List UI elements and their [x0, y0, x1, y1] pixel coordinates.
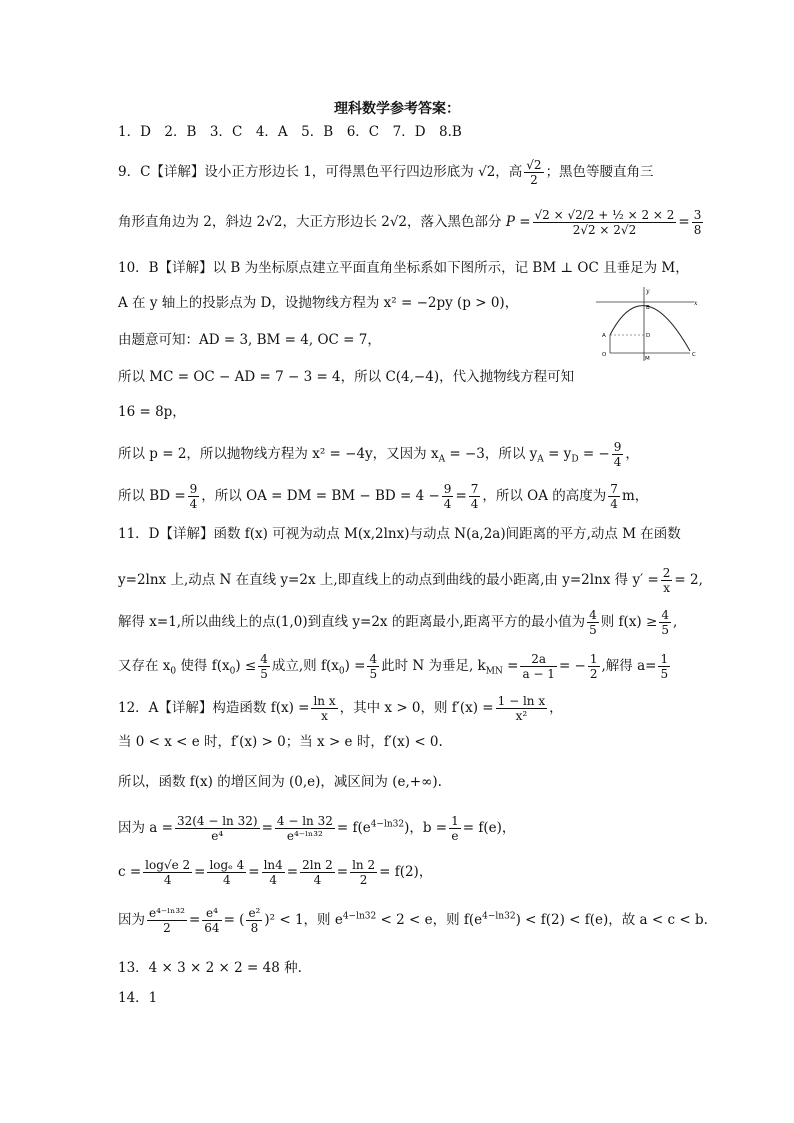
q9-text-2a: 角形直角边为 2，斜边 2√2，大正方形边长 2√2，落入黑色部分: [118, 214, 502, 230]
q10-text-6a: 所以 p = 2，所以抛物线方程为 x² = −4y，又因为 x: [118, 446, 439, 462]
q10-line-3: 由题意可知：AD = 3, BM = 4, OC = 7，: [118, 332, 381, 348]
q12-frac-lnx: [311, 694, 337, 723]
frac-num: 7: [610, 482, 618, 496]
q11-frac-2a: [520, 652, 556, 681]
q10-text-7d: ，所以 OA 的高度为: [482, 488, 607, 504]
q12-text-5e: =: [336, 864, 349, 880]
q11-frac-4-5c: [258, 652, 270, 681]
q12-frac-c1: [143, 858, 192, 887]
frac-den: e⁴⁻ˡⁿ³²: [286, 829, 323, 843]
q12-text-5b: =: [194, 864, 206, 880]
q10-text-6c: = y: [543, 446, 572, 462]
subscript-0: 0: [338, 666, 345, 677]
q12-text-6a: 因为: [118, 912, 145, 928]
q12-frac-deriv: [496, 694, 547, 723]
q10-line-6: [118, 440, 639, 470]
subscript-a: A: [438, 454, 446, 465]
q11-line-4: [118, 652, 672, 682]
q12-line-4: [118, 814, 515, 843]
q12-text-4a: 因为 a =: [118, 820, 173, 836]
frac-den: 5: [660, 667, 669, 681]
frac-den: 64: [204, 921, 220, 935]
q9-line-2: [118, 208, 705, 237]
q11-text-2a: y=2lnx 上,动点 N 在直线 y=2x 上,即直线上的动点到曲线的最小距离,由 y=2lnx 得 y′ =: [118, 572, 659, 588]
q10-text-7c: =: [455, 488, 467, 504]
q9-line-1: [118, 158, 654, 187]
q9-frac-result: [692, 208, 704, 237]
q9-text-1b: ；黑色等腰直角三: [545, 164, 654, 180]
q12-line-2: 当 0 < x < e 时，f′(x) > 0；当 x > e 时，f′(x) < 0.: [118, 734, 443, 750]
q12-frac-g3: [246, 906, 262, 935]
q14-line: 14．1: [118, 990, 158, 1006]
frac-den: 2√2 × 2√2: [572, 223, 637, 237]
q11-text-4f: 此时 N 为垂足, k: [381, 658, 486, 674]
q10-frac-9-4: [612, 440, 624, 469]
frac-num: ln 2: [352, 858, 376, 872]
q11-text-2b: = 2,: [674, 572, 703, 588]
frac-den: 2: [530, 173, 538, 187]
frac-den: 4: [470, 497, 479, 511]
subscript-0: 0: [229, 666, 236, 677]
frac-num: √2: [526, 158, 542, 172]
frac-den: 5: [589, 623, 597, 637]
frac-den: x: [663, 581, 670, 595]
frac-num: 7: [470, 482, 479, 496]
frac-num: 4: [260, 652, 268, 666]
frac-num: 9: [189, 482, 198, 496]
frac-num: e⁴: [202, 906, 221, 921]
q10-text-7a: 所以 BD =: [118, 488, 186, 504]
superscript-exp: 4−ln32: [482, 911, 516, 922]
label-o: O: [602, 352, 607, 358]
q12-line-3: 所以，函数 f(x) 的增区间为 (0,e)，减区间为 (e,+∞).: [118, 774, 442, 790]
q11-text-3b: 则 f(x) ≥: [600, 614, 658, 630]
q10-line-7: [118, 482, 648, 511]
q9-text-1a: 9．C【详解】设小正方形边长 1，可得黑色平行四边形底为 √2，高: [118, 164, 523, 180]
parabola-curve: [610, 306, 690, 351]
frac-den: 4: [223, 873, 231, 887]
frac-den: 4: [313, 873, 322, 887]
frac-num: e²: [248, 906, 261, 920]
q12-text-6b: =: [188, 912, 201, 928]
q10-line-2: A 在 y 轴上的投影点为 D，设抛物线方程为 x² = −2py (p > 0)，: [118, 295, 519, 311]
frac-num: 4 − ln 32: [276, 814, 333, 828]
superscript-exp: 4−ln32: [342, 911, 377, 922]
q12-text-1c: ，: [549, 700, 563, 716]
q12-text-5d: =: [286, 864, 299, 880]
q12-text-5a: c =: [118, 864, 142, 880]
q12-text-1b: ，其中 x > 0，则 f′(x) =: [339, 700, 494, 716]
label-m: M: [645, 356, 650, 362]
q12-text-6f: ) < f(2) < f(e)，故 a < c < b.: [515, 912, 708, 928]
q11-line-3: [118, 608, 677, 637]
frac-den: a − 1: [522, 667, 555, 681]
frac-num: 1: [451, 814, 459, 828]
parabola-diagram: [596, 285, 700, 373]
q11-text-4a: 又存在 x: [118, 658, 171, 674]
frac-den: 4: [269, 873, 278, 887]
frac-den: 4: [613, 455, 622, 469]
subscript-mn: MN: [485, 666, 503, 677]
q12-text-1a: 12．A【详解】构造函数 f(x) =: [118, 700, 310, 716]
q12-frac-c3: [262, 858, 285, 887]
label-x: x: [694, 300, 698, 307]
q12-frac-1-e: [449, 814, 461, 843]
q9-p-eq: =: [678, 214, 690, 230]
q11-line-1: 11．D【详解】函数 f(x) 可视为动点 M(x,2lnx)与动点 N(a,2a)间距离的平方,动点 M 在函数: [118, 526, 681, 542]
frac-den: x: [321, 709, 328, 723]
frac-num: logₑ 4: [209, 858, 245, 872]
frac-num: 2: [662, 566, 671, 580]
frac-num: 1 − ln x: [497, 694, 546, 708]
label-a: A: [602, 333, 606, 339]
frac-num: 32(4 − ln 32): [176, 814, 258, 828]
label-y: y: [646, 288, 650, 295]
q12-line-6: [118, 906, 708, 935]
subscript-0: 0: [170, 666, 177, 677]
q12-text-5c: =: [248, 864, 260, 880]
frac-num: ln4: [263, 858, 283, 872]
q12-frac-g2: [202, 906, 221, 935]
q12-line-5: [118, 858, 432, 887]
q12-text-6d: )² < 1，则 e: [264, 912, 343, 928]
q11-frac-2-x: [661, 566, 673, 595]
subscript-a: A: [537, 454, 544, 465]
frac-den: 4: [443, 497, 452, 511]
q12-text-4b: =: [261, 820, 273, 836]
q10-line-1: 10．B【详解】以 B 为坐标原点建立平面直角坐标系如下图所示，记 BM ⊥ OC 且垂足为 M，: [118, 260, 689, 276]
q10-text-6b: = −3，所以 y: [445, 446, 538, 462]
frac-num: 4: [661, 608, 669, 622]
q11-frac-1-5: [658, 652, 670, 681]
q12-line-1: [118, 694, 563, 723]
q11-text-4h: = −: [558, 658, 586, 674]
q12-frac-g1: [147, 906, 187, 935]
q10-frac-7-4b: [608, 482, 620, 511]
frac-den: 4: [610, 497, 618, 511]
frac-den: e⁴: [211, 829, 224, 843]
q10-text-6e: ，: [625, 446, 639, 462]
frac-den: 5: [260, 667, 268, 681]
q11-text-4c: ) ≤: [235, 658, 257, 674]
frac-num: √2 × √2/2 + ½ × 2 × 2: [534, 208, 675, 222]
q12-text-6c: = (: [223, 912, 245, 928]
q11-text-4i: ,解得 a=: [601, 658, 657, 674]
superscript-exp: 4−ln32: [370, 819, 405, 830]
q13-line: 13．4 × 3 × 2 × 2 = 48 种.: [118, 960, 302, 976]
frac-num: e⁴⁻ˡⁿ³²: [149, 906, 185, 920]
q12-text-5f: = f(2)，: [379, 864, 433, 880]
answers-1-8: 1．D 2．B 3．C 4．A 5．B 6．C 7．D 8.B: [118, 124, 462, 140]
q12-text-4e: = f(e)，: [462, 820, 516, 836]
q12-text-4d: )，b =: [404, 820, 448, 836]
frac-den: 2: [359, 873, 368, 887]
frac-num: log√e 2: [145, 858, 191, 872]
q11-text-4g: =: [502, 658, 519, 674]
frac-num: 1: [660, 652, 669, 666]
frac-num: 4: [589, 608, 597, 622]
frac-num: 1: [589, 652, 598, 666]
frac-num: 2ln 2: [302, 858, 333, 872]
frac-num: 2a: [520, 652, 556, 667]
frac-num: 3: [693, 208, 702, 222]
q10-text-7e: m，: [621, 488, 649, 504]
frac-num: 9: [443, 482, 452, 496]
q11-text-3c: ,: [672, 614, 678, 630]
frac-den: 8: [250, 921, 259, 935]
q10-frac-7-4: [469, 482, 481, 511]
frac-den: 2: [589, 667, 598, 681]
q10-text-7b: ，所以 OA = DM = BM − BD = 4 −: [201, 488, 440, 504]
page-title: 理科数学参考答案：: [334, 101, 460, 117]
q9-frac-p: [533, 208, 677, 237]
q12-frac-c2: [207, 858, 246, 887]
q10-frac-9-4c: [442, 482, 454, 511]
q11-frac-4-5b: [659, 608, 671, 637]
q12-frac-c4: [300, 858, 335, 887]
q9-p-lhs: P =: [505, 214, 531, 230]
q11-frac-1-2: [588, 652, 600, 681]
frac-den: 2: [163, 921, 171, 935]
q9-frac-half-sqrt2: [524, 158, 543, 187]
q12-frac-b: [275, 814, 335, 843]
q11-text-4e: ) =: [344, 658, 366, 674]
q11-line-2: [118, 566, 703, 595]
q10-line-4: 所以 MC = OC − AD = 7 − 3 = 4，所以 C(4,−4)，代入抛物线方程可知: [118, 369, 575, 385]
label-d: D: [646, 333, 651, 339]
frac-den: 4: [163, 873, 172, 887]
frac-den: 8: [693, 223, 702, 237]
subscript-d: D: [571, 454, 579, 465]
q12-text-6e: < 2 < e，则 f(e: [376, 912, 483, 928]
label-c: C: [692, 352, 696, 358]
q12-frac-a: [175, 814, 260, 843]
q11-frac-4-5d: [367, 652, 379, 681]
q10-text-6d: = −: [578, 446, 610, 462]
frac-den: 5: [369, 667, 378, 681]
q11-text-4d: 成立,则 f(x: [271, 658, 339, 674]
q10-frac-9-4b: [188, 482, 200, 511]
frac-num: 9: [613, 440, 622, 454]
q11-frac-4-5: [587, 608, 599, 637]
label-b: B: [646, 305, 650, 311]
frac-den: x²: [515, 709, 528, 723]
frac-den: e: [451, 829, 459, 843]
frac-den: 5: [661, 623, 669, 637]
q11-text-4b: 使得 f(x: [176, 658, 230, 674]
frac-den: 4: [189, 497, 198, 511]
q12-text-4c: = f(e: [336, 820, 371, 836]
q11-text-3a: 解得 x=1,所以曲线上的点(1,0)到直线 y=2x 的距离最小,距离平方的最小值为: [118, 614, 586, 630]
frac-num: 4: [369, 652, 378, 666]
frac-num: ln x: [313, 694, 336, 708]
q10-line-5: 16 = 8p，: [118, 404, 186, 420]
q12-frac-c5: [350, 858, 377, 887]
